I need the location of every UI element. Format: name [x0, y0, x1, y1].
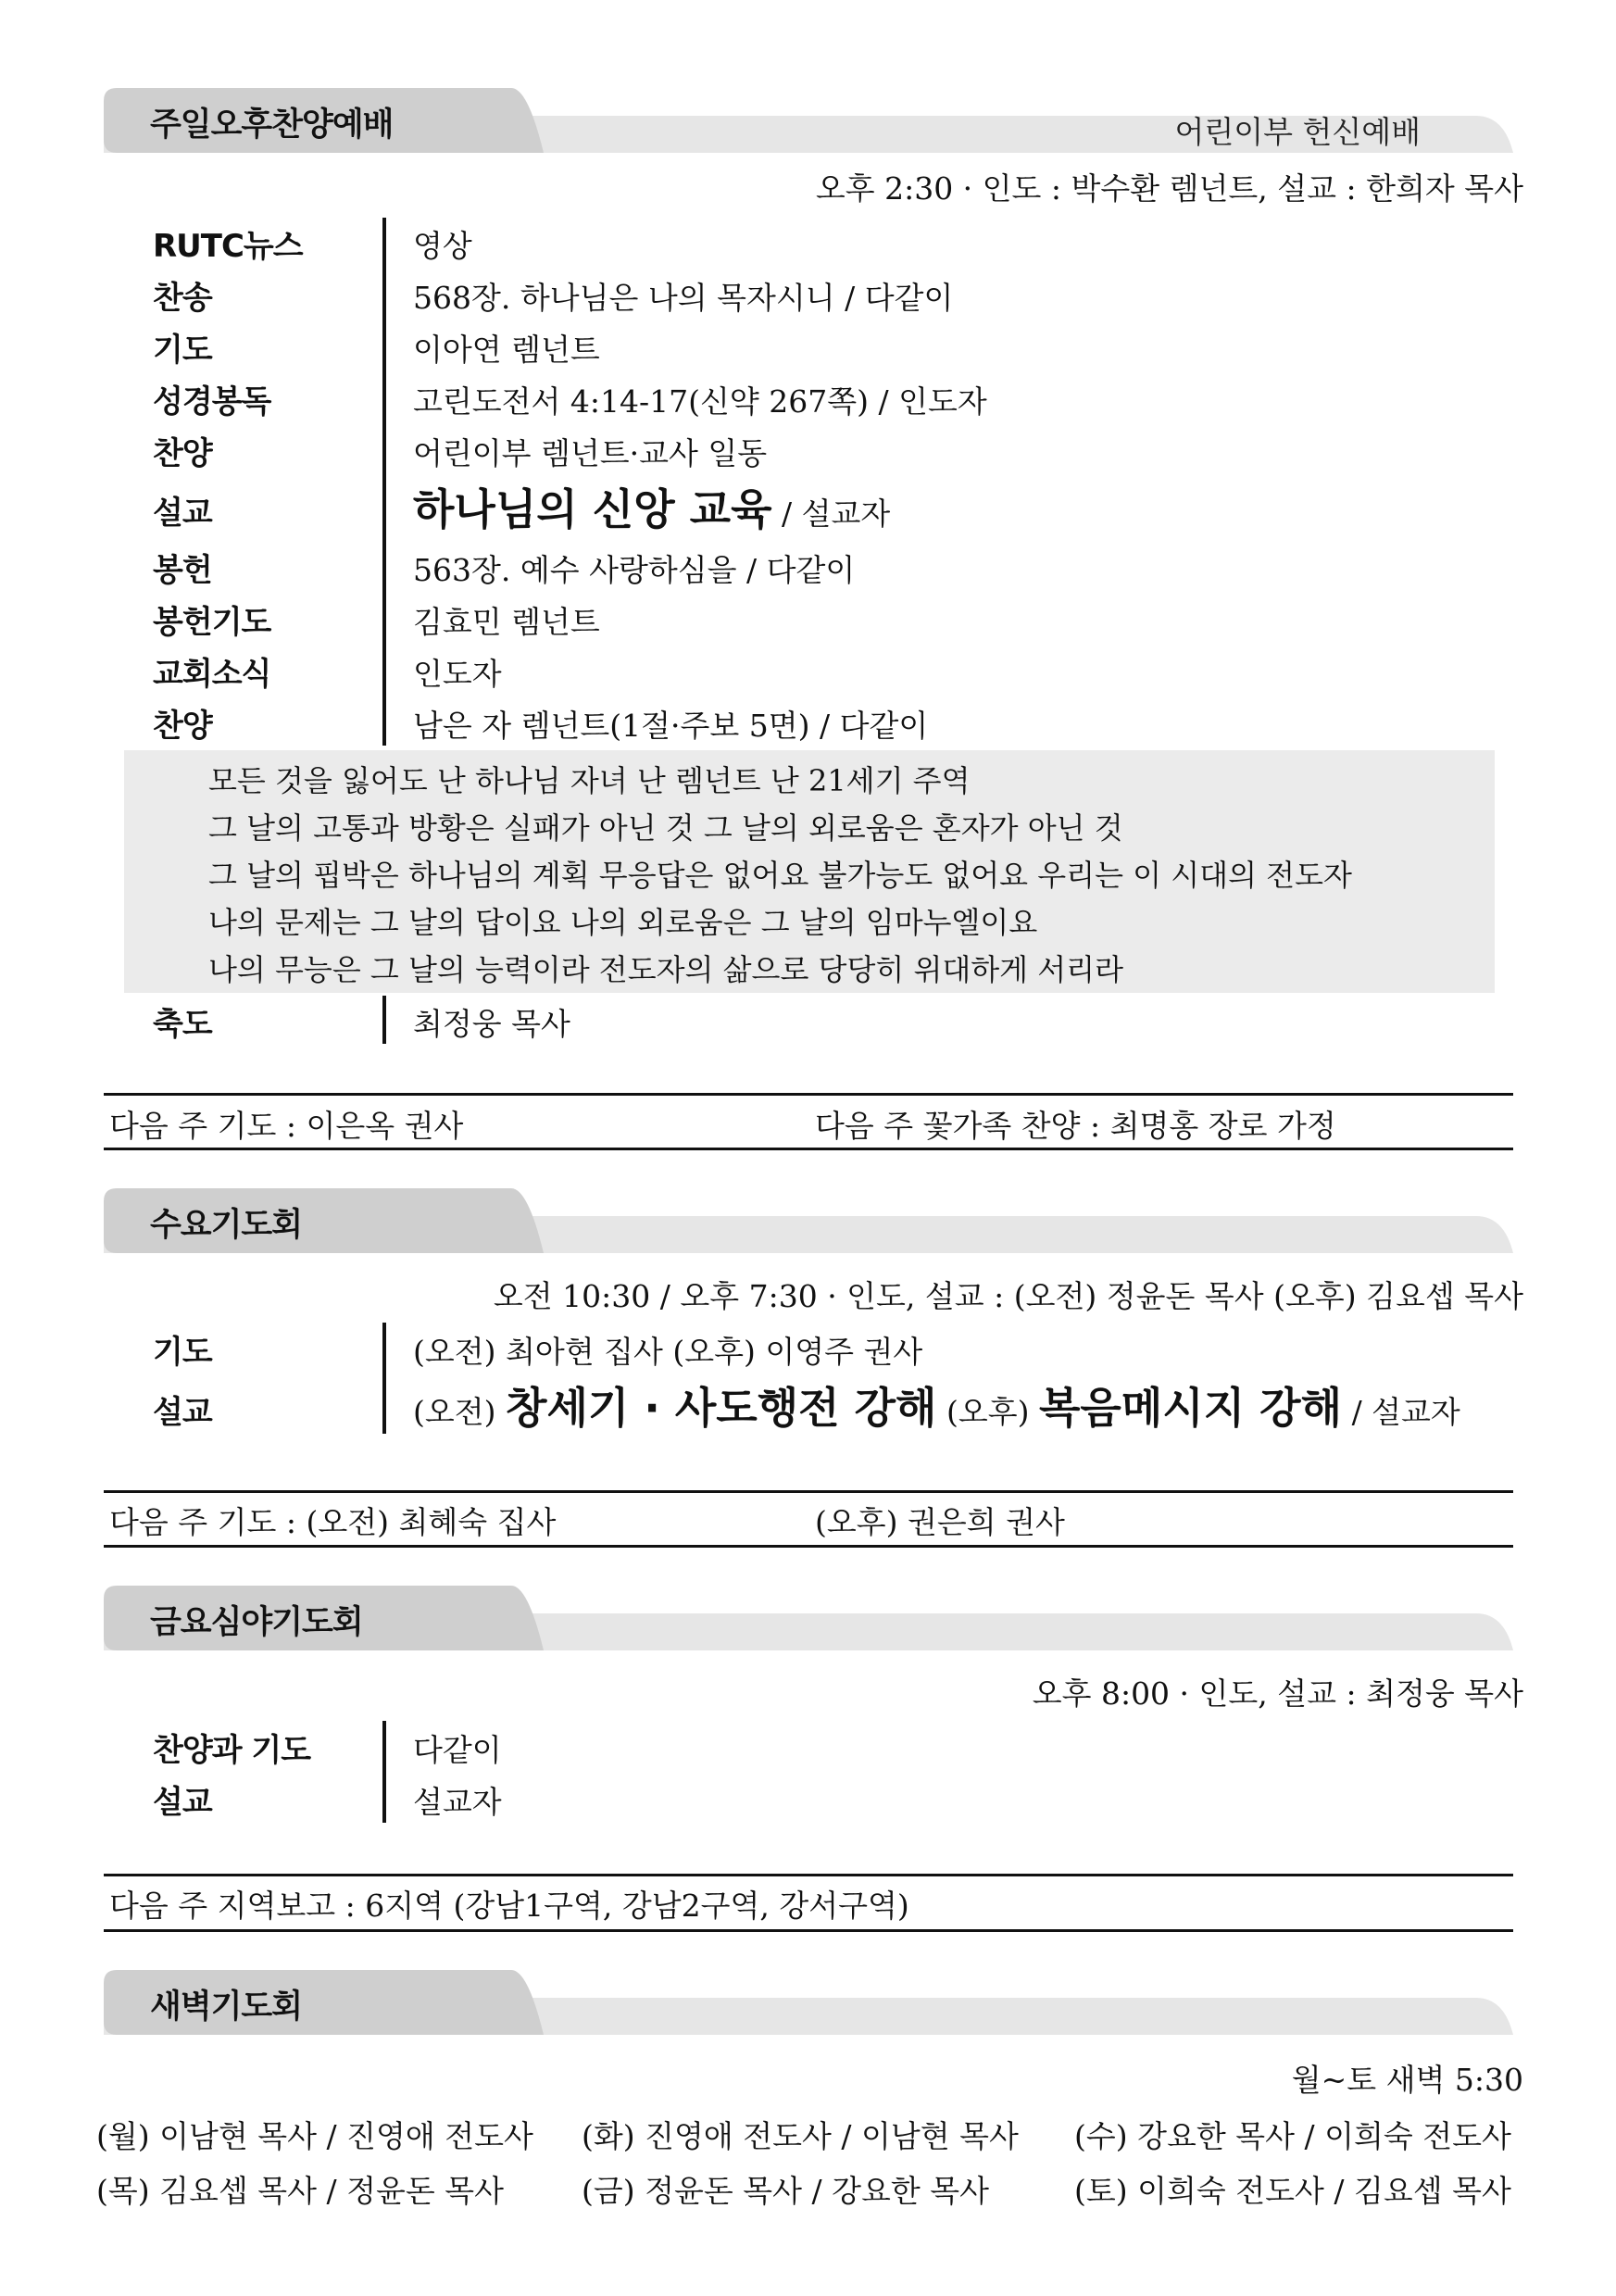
section-title: 수요기도회 [150, 1207, 303, 1244]
schedule-friday: (금) 정윤돈 목사 / 강요한 목사 [582, 2173, 989, 2209]
order-value: 김효민 렘넌트 [413, 604, 600, 640]
next-week-prayer: 다음 주 기도 : 이은옥 권사 [109, 1108, 464, 1144]
next-week-region-report: 다음 주 지역보고 : 6지역 (강남1구역, 강남2구역, 강서구역) [109, 1888, 909, 1924]
section-title: 주일오후찬양예배 [150, 107, 394, 144]
sermon-suffix: / 설교자 [1351, 1394, 1460, 1430]
schedule-tuesday: (화) 진영애 전도사 / 이남현 목사 [582, 2118, 1019, 2154]
service-info: 오전 10:30 / 오후 7:30 · 인도, 설교 : (오전) 정윤돈 목사 (오후) 김요셉 목사 [493, 1278, 1523, 1314]
order-value: 이아연 렘넌트 [413, 332, 600, 368]
order-label: 찬양 [153, 708, 212, 745]
section-subtitle: 어린이부 헌신예배 [1174, 114, 1421, 150]
order-value: 남은 자 렘넌트(1절·주보 5면) / 다같이 [413, 708, 929, 744]
divider-bar [382, 1721, 386, 1823]
lyric-line: 나의 무능은 그 날의 능력이라 전도자의 삶으로 당당히 위대하게 서리라 [208, 952, 1123, 987]
divider-bar [382, 1323, 386, 1434]
footer-rule-bottom [104, 1148, 1513, 1150]
divider-bar [382, 218, 386, 746]
sermon-line [413, 1374, 1460, 1436]
lyric-line: 모든 것을 잃어도 난 하나님 자녀 난 렘넌트 난 21세기 주역 [208, 763, 971, 798]
section-header-friday [104, 1586, 1513, 1650]
schedule-wednesday: (수) 강요한 목사 / 이희숙 전도사 [1074, 2118, 1511, 2154]
next-week-flower: 다음 주 꽃가족 찬양 : 최명홍 장로 가정 [815, 1108, 1336, 1144]
am-sermon-title: 창세기 · 사도행전 강해 [506, 1383, 937, 1433]
divider-bar [382, 996, 386, 1044]
lyric-line: 그 날의 고통과 방황은 실패가 아닌 것 그 날의 외로움은 혼자가 아닌 것 [208, 810, 1123, 846]
order-label: RUTC뉴스 [153, 228, 303, 265]
header-band-shape [104, 1970, 1513, 2035]
order-value: 어린이부 렘넌트·교사 일동 [413, 435, 768, 471]
next-week-prayer-am: 다음 주 기도 : (오전) 최혜숙 집사 [109, 1504, 557, 1540]
order-label: 설교 [153, 495, 212, 532]
order-value: 563장. 예수 사랑하심을 / 다같이 [413, 552, 856, 588]
pm-sermon-title: 복음메시지 강해 [1038, 1383, 1343, 1433]
sermon-line [413, 476, 890, 537]
footer-rule-bottom [104, 1929, 1513, 1932]
order-label: 찬송 [153, 280, 212, 317]
sermon-title: 하나님의 신앙 교육 [413, 484, 772, 534]
order-label: 기도 [153, 332, 212, 369]
order-value: 568장. 하나님은 나의 목자시니 / 다같이 [413, 280, 954, 316]
sermon-suffix: / 설교자 [782, 496, 891, 532]
service-info: 오후 2:30 · 인도 : 박수환 렘넌트, 설교 : 한희자 목사 [815, 170, 1523, 207]
order-value: 영상 [413, 228, 472, 264]
order-label: 찬양 [153, 435, 212, 472]
order-label: 성경봉독 [153, 383, 271, 420]
lyric-line: 나의 문제는 그 날의 답이요 나의 외로움은 그 날의 임마누엘이요 [208, 905, 1038, 940]
prayer-label: 기도 [153, 1334, 212, 1371]
order-label: 설교 [153, 1784, 212, 1821]
order-value: 다같이 [413, 1732, 502, 1768]
section-title: 새벽기도회 [150, 1989, 303, 2026]
service-info: 월~토 새벽 5:30 [1291, 2062, 1523, 2098]
service-info: 오후 8:00 · 인도, 설교 : 최정웅 목사 [1032, 1675, 1523, 1712]
section-header-wednesday [104, 1188, 1513, 1253]
order-value: 고린도전서 4:14-17(신약 267쪽) / 인도자 [413, 383, 987, 420]
order-label: 찬양과 기도 [153, 1732, 311, 1769]
sermon-label: 설교 [153, 1394, 212, 1431]
schedule-saturday: (토) 이희숙 전도사 / 김요셉 목사 [1074, 2173, 1511, 2209]
lyric-line: 그 날의 핍박은 하나님의 계획 무응답은 없어요 불가능도 없어요 우리는 이 시대의 전도자 [208, 858, 1352, 893]
footer-rule-top [104, 1490, 1513, 1493]
next-week-prayer-pm: (오후) 권은희 권사 [815, 1504, 1065, 1540]
order-label: 교회소식 [153, 656, 271, 693]
schedule-monday: (월) 이남현 목사 / 진영애 전도사 [96, 2118, 533, 2154]
prayer-value: (오전) 최아현 집사 (오후) 이영주 권사 [413, 1334, 923, 1370]
section-header-sunday [104, 88, 1513, 153]
order-label: 봉헌기도 [153, 604, 271, 641]
footer-rule-top [104, 1874, 1513, 1876]
order-value: 설교자 [413, 1784, 502, 1820]
header-band-shape [104, 1188, 1513, 1253]
section-header-dawn [104, 1970, 1513, 2035]
am-tag: (오전) [413, 1394, 496, 1430]
schedule-thursday: (목) 김요셉 목사 / 정윤돈 목사 [96, 2173, 504, 2209]
benediction-label: 축도 [153, 1006, 212, 1043]
order-value: 인도자 [413, 656, 502, 692]
footer-rule-top [104, 1093, 1513, 1096]
section-title: 금요심야기도회 [150, 1604, 363, 1641]
benediction-value: 최정웅 목사 [413, 1006, 570, 1042]
footer-rule-bottom [104, 1545, 1513, 1548]
order-label: 봉헌 [153, 552, 212, 589]
pm-tag: (오후) [946, 1394, 1030, 1430]
